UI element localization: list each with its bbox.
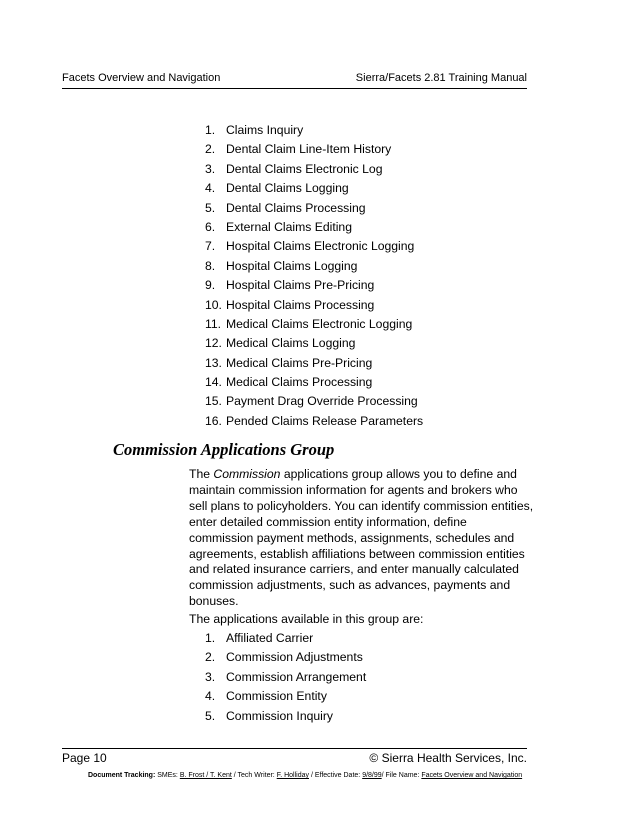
page-header xyxy=(62,72,527,89)
writer-link[interactable]: F. Holliday xyxy=(276,772,309,779)
list-item: 4. Commission Entity xyxy=(205,689,327,704)
list-item: 9. Hospital Claims Pre-Pricing xyxy=(205,278,375,293)
list-item: 4. Dental Claims Logging xyxy=(205,181,349,196)
list-item: 6. External Claims Editing xyxy=(205,219,352,234)
list-item: 1. Claims Inquiry xyxy=(205,123,304,137)
list-item: 2. Commission Adjustments xyxy=(205,650,363,665)
footer-divider xyxy=(62,748,527,749)
header-left: Facets Overview and Navigation xyxy=(62,72,221,84)
page-number: Page 10 xyxy=(62,751,107,765)
file-link[interactable]: Facets Overview and Navigation xyxy=(421,772,523,779)
smes-link[interactable]: B. Frost / T. Kent xyxy=(179,772,232,779)
list-item: 16. Pended Claims Release Parameters xyxy=(205,413,424,428)
list-item: 11. Medical Claims Electronic Logging xyxy=(205,316,413,331)
section-description: The Commission applications group allows you to define and maintain commission information for agents and brokers who sell plans to policyholders. You can identify commission entities, enter detailed commission entity information, define commission payment methods, assignments, schedules and agreements, establish affiliations between commission entities and related insurance carriers, and enter manually calculated commission adjustments, such as advances, payments and bonuses. xyxy=(189,467,534,609)
page-footer xyxy=(62,751,527,765)
header-right: Sierra/Facets 2.81 Training Manual xyxy=(355,72,527,84)
list-item: 7. Hospital Claims Electronic Logging xyxy=(205,239,415,254)
list-item: 3. Commission Arrangement xyxy=(205,669,367,684)
copyright: © Sierra Health Services, Inc. xyxy=(369,751,527,765)
available-intro: The applications available in this group are: xyxy=(189,612,424,626)
list-item: 1. Affiliated Carrier xyxy=(205,631,314,645)
commission-applications-list xyxy=(205,629,366,726)
list-item: 5. Dental Claims Processing xyxy=(205,200,366,215)
list-item: 5. Commission Inquiry xyxy=(205,708,334,723)
list-item: 8. Hospital Claims Logging xyxy=(205,258,358,273)
list-item: 13. Medical Claims Pre-Pricing xyxy=(205,355,373,370)
document-tracking: Document Tracking: SMEs: B. Frost / T. Kent / Tech Writer: F. Holliday / Effective Date: 9/8/99/ File Name: Facets Overview and Navigation xyxy=(88,772,523,779)
list-item: 3. Dental Claims Electronic Log xyxy=(205,161,383,176)
list-item: 12. Medical Claims Logging xyxy=(205,336,356,351)
claims-applications-list xyxy=(205,121,423,431)
section-heading: Commission Applications Group xyxy=(113,440,335,459)
emphasis-commission: Commission xyxy=(213,467,281,481)
list-item: 14. Medical Claims Processing xyxy=(205,375,373,390)
list-item: 2. Dental Claim Line-Item History xyxy=(205,142,392,157)
date-link[interactable]: 9/8/99 xyxy=(362,772,382,779)
list-item: 10. Hospital Claims Processing xyxy=(205,297,375,312)
list-item: 15. Payment Drag Override Processing xyxy=(205,394,418,409)
